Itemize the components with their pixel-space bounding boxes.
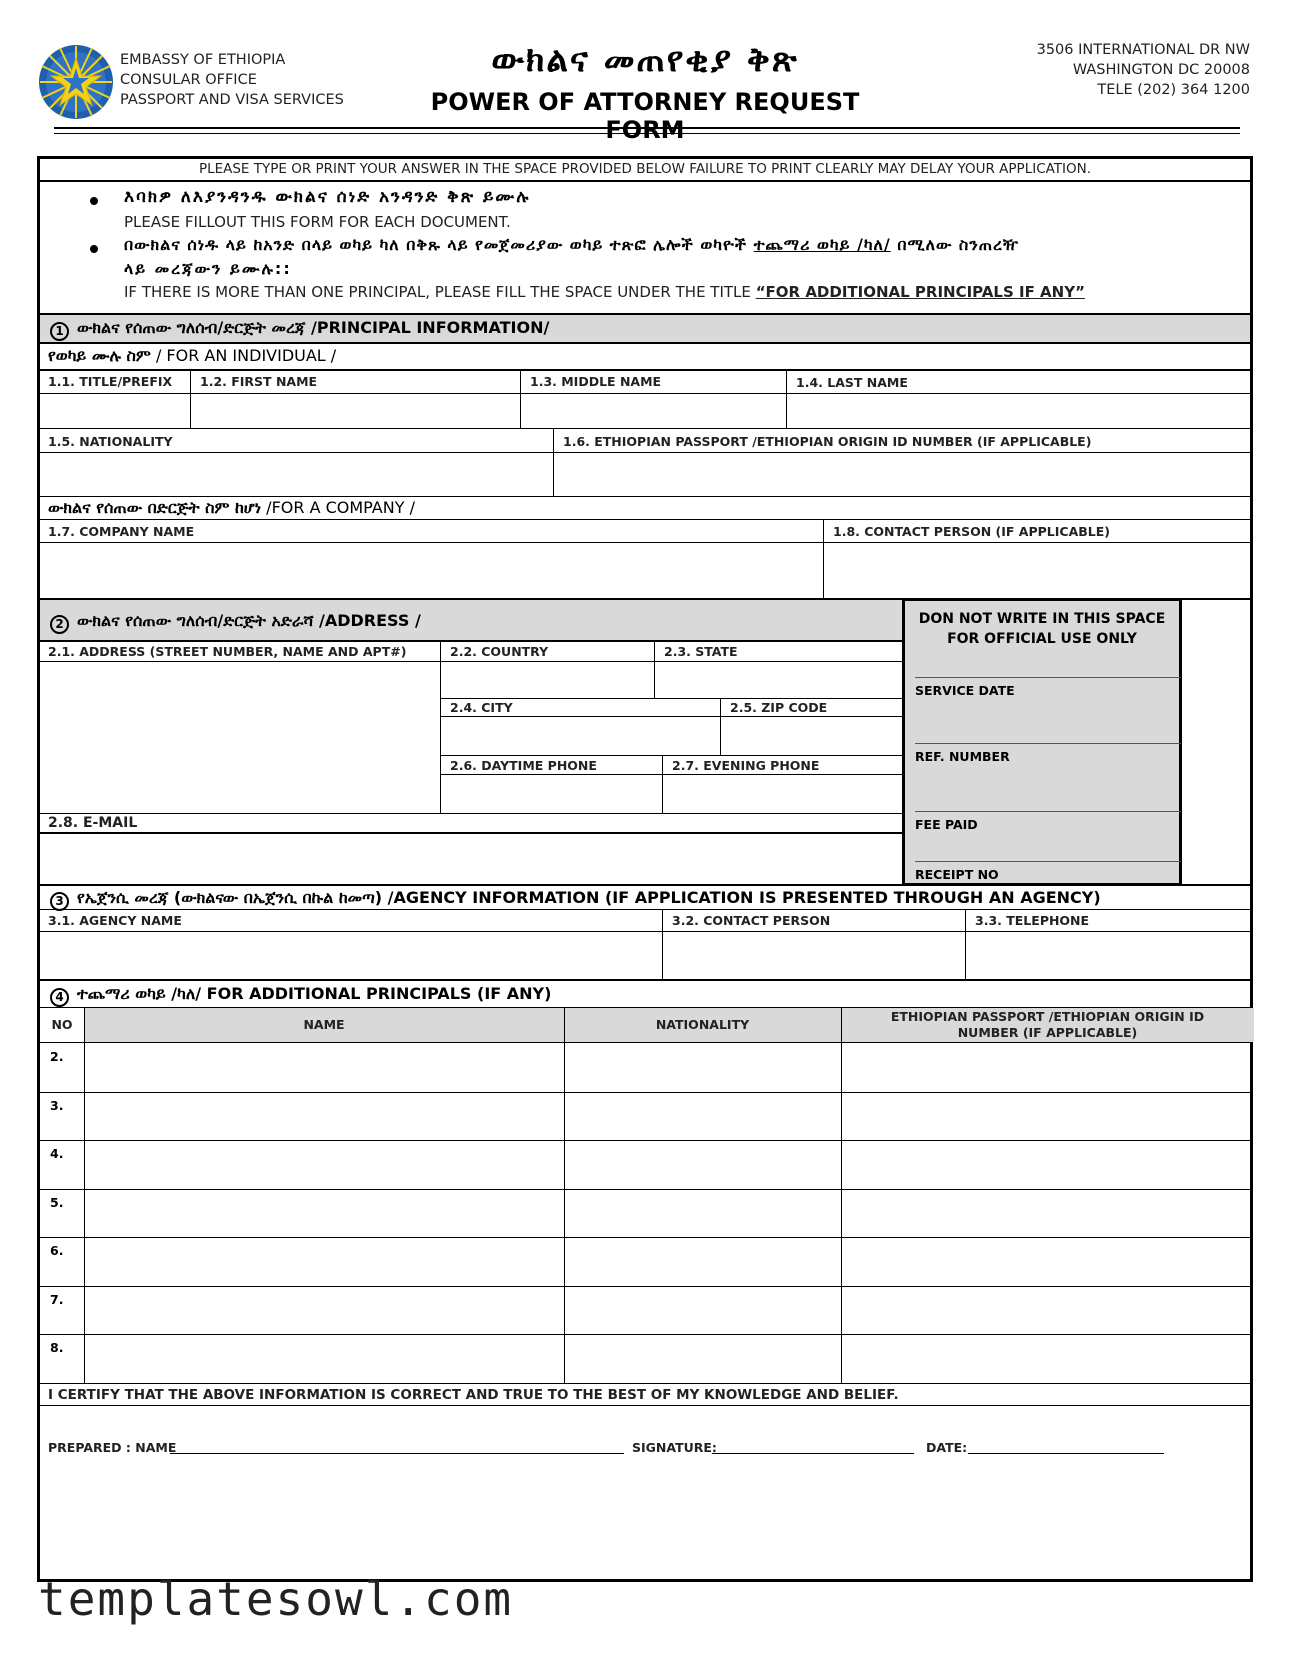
date-field[interactable] — [968, 1443, 1164, 1454]
row-number: 6. — [50, 1243, 64, 1258]
col-passport-header — [841, 1009, 1254, 1041]
signature-label: SIGNATURE: — [632, 1440, 717, 1455]
principal-passport-cell[interactable] — [841, 1043, 1254, 1092]
section-title-amharic: ተጨማሪ ወካይ /ካለ/ — [77, 984, 202, 1003]
embassy-line: CONSULAR OFFICE — [120, 72, 257, 88]
instruction-amharic: እባክዎ ለእያንዳንዱ ውክልና ሰነድ አንዳንድ ቅጽ ይሙሉ — [124, 187, 531, 207]
divider — [190, 369, 191, 428]
divider — [40, 369, 1250, 371]
principal-name-cell[interactable] — [84, 1189, 564, 1238]
form-title-amharic: ውክልና መጠየቂያ ቅጽ — [491, 40, 799, 80]
divider — [40, 813, 902, 814]
section-number: 1 — [50, 322, 69, 341]
agency-contact-label: 3.2. CONTACT PERSON — [672, 913, 831, 928]
section-2-title — [50, 611, 421, 634]
divider — [553, 428, 554, 496]
divider — [84, 1007, 85, 1383]
divider — [40, 640, 902, 642]
state-label: 2.3. STATE — [664, 644, 738, 659]
embassy-line: PASSPORT AND VISA SERVICES — [120, 92, 344, 108]
agency-telephone-label: 3.3. TELEPHONE — [975, 913, 1090, 928]
section-title-amharic: ውክልና የሰጠው ግለሰብ/ድርጅት መረጃ — [77, 318, 306, 337]
address-line: TELE (202) 364 1200 — [1097, 82, 1250, 98]
section-number: 2 — [50, 615, 69, 634]
section-title-amharic: የኤጀንሲ መረጃ (ውክልናው በኤጀንሲ በኩል ከመጣ) — [77, 888, 383, 907]
last-name-label: 1.4. LAST NAME — [796, 375, 908, 390]
row-number: 7. — [50, 1291, 64, 1307]
title-prefix-label: 1.1. TITLE/PREFIX — [48, 374, 173, 389]
instruction-text: በውክልና ሰነዱ ላይ ከአንድ በላይ ወካይ ካለ በቅጹ ላይ የመጀመሪያው ወካይ ተጽፎ ሌሎች ወካዮች — [124, 235, 748, 254]
principal-passport-cell[interactable] — [841, 1237, 1254, 1286]
passport-id-label: 1.6. ETHIOPIAN PASSPORT /ETHIOPIAN ORIGIN ID NUMBER (IF APPLICABLE) — [563, 434, 1092, 449]
section-number: 3 — [50, 892, 69, 911]
official-use-line: FOR OFFICIAL USE ONLY — [947, 631, 1137, 647]
address-line: WASHINGTON DC 20008 — [1072, 62, 1250, 78]
contact-person-label: 1.8. CONTACT PERSON (IF APPLICABLE) — [833, 524, 1111, 539]
principal-passport-cell[interactable] — [841, 1189, 1254, 1238]
divider — [40, 884, 1250, 886]
divider — [520, 369, 521, 428]
divider — [40, 428, 1250, 429]
col-nationality-header: NATIONALITY — [655, 1017, 750, 1032]
subheading-english: / FOR AN INDIVIDUAL / — [155, 346, 337, 365]
principal-name-cell[interactable] — [84, 1140, 564, 1189]
receipt-no-label: RECEIPT NO — [915, 867, 999, 882]
subheading-amharic: ውክልና የሰጠው በድርጅት ስም ከሆነ — [48, 498, 262, 517]
fee-paid-label: FEE PAID — [915, 817, 978, 832]
divider — [564, 1007, 565, 1383]
divider — [654, 640, 655, 698]
principal-name-cell[interactable] — [84, 1043, 564, 1092]
principal-nationality-cell[interactable] — [564, 1140, 841, 1189]
agency-name-label: 3.1. AGENCY NAME — [48, 913, 182, 928]
official-use-heading — [905, 609, 1179, 649]
subheading-amharic: የወካይ ሙሉ ስም — [48, 346, 151, 365]
ethiopian-emblem-icon — [38, 44, 114, 120]
instruction-text: IF THERE IS MORE THAN ONE PRINCIPAL, PLEASE FILL THE SPACE UNDER THE TITLE — [124, 283, 751, 301]
principal-name-cell[interactable] — [84, 1092, 564, 1141]
address-label: 2.1. ADDRESS (STREET NUMBER, NAME AND APT#) — [48, 644, 407, 659]
divider — [662, 755, 663, 813]
evening-phone-label: 2.7. EVENING PHONE — [672, 758, 820, 773]
prepared-name-field[interactable] — [170, 1443, 624, 1454]
middle-name-field[interactable] — [520, 394, 786, 428]
divider — [662, 909, 663, 979]
last-name-field[interactable] — [786, 394, 1254, 428]
bullet-icon — [90, 197, 98, 205]
divider — [440, 698, 902, 699]
divider — [40, 496, 1250, 497]
instruction-emphasis: ተጨማሪ ወካይ /ካለ/ — [753, 235, 891, 254]
section-1-title — [50, 318, 549, 341]
nationality-label: 1.5. NATIONALITY — [48, 434, 173, 449]
table-row — [40, 1140, 1250, 1189]
first-name-field[interactable] — [190, 394, 520, 428]
bullet-icon — [90, 245, 98, 253]
row-number: 2. — [50, 1049, 64, 1064]
principal-passport-cell[interactable] — [841, 1140, 1254, 1189]
email-field[interactable] — [40, 834, 902, 882]
middle-name-label: 1.3. MIDDLE NAME — [530, 374, 662, 389]
official-use-box — [902, 598, 1182, 886]
fee-paid-field[interactable] — [915, 811, 1181, 812]
divider — [841, 1007, 842, 1383]
principal-nationality-cell[interactable] — [564, 1043, 841, 1092]
divider — [786, 369, 787, 428]
divider — [720, 698, 721, 755]
watermark-text: templatesowl.com — [38, 1572, 514, 1626]
service-date-label: SERVICE DATE — [915, 683, 1015, 698]
principal-passport-cell[interactable] — [841, 1092, 1254, 1141]
official-use-line: DON NOT WRITE IN THIS SPACE — [918, 611, 1166, 627]
row-number: 5. — [50, 1194, 64, 1210]
divider — [40, 180, 1250, 182]
divider — [40, 519, 1250, 520]
embassy-address — [1037, 40, 1250, 100]
table-row — [40, 1189, 1250, 1238]
header-rule — [54, 127, 1240, 129]
zip-code-field[interactable] — [720, 717, 902, 755]
company-subheading — [48, 498, 415, 518]
instruction-english: PLEASE FILLOUT THIS FORM FOR EACH DOCUMENT. — [124, 213, 511, 231]
row-number: 8. — [50, 1340, 64, 1355]
principal-name-cell[interactable] — [84, 1286, 564, 1335]
divider — [40, 1405, 1250, 1406]
contact-person-field[interactable] — [823, 543, 1254, 598]
section-number: 4 — [50, 988, 69, 1007]
section-4-title — [50, 984, 551, 1007]
col-name-header: NAME — [303, 1017, 345, 1032]
divider — [823, 519, 824, 598]
signature-field[interactable] — [712, 1443, 914, 1454]
table-row — [40, 1334, 1250, 1383]
form-title: POWER OF ATTORNEY REQUEST FORM — [430, 88, 860, 144]
section-title-english: /ADDRESS / — [319, 611, 421, 630]
state-field[interactable] — [654, 662, 902, 698]
daytime-phone-field[interactable] — [440, 775, 662, 813]
principal-passport-cell[interactable] — [841, 1286, 1254, 1335]
col-header-line: ETHIOPIAN PASSPORT /ETHIOPIAN ORIGIN ID — [890, 1009, 1205, 1024]
section-title-amharic: ውክልና የሰጠው ግለሰብ/ድርጅት አድራሻ — [77, 611, 314, 630]
agency-name-field[interactable] — [40, 932, 662, 979]
embassy-line: EMBASSY OF ETHIOPIA — [120, 52, 286, 68]
agency-contact-field[interactable] — [662, 932, 965, 979]
divider — [40, 342, 1250, 344]
instruction-english — [124, 283, 1085, 301]
divider — [40, 979, 1250, 981]
col-no-header: NO — [51, 1017, 73, 1032]
nationality-field[interactable] — [40, 453, 553, 496]
divider — [965, 909, 966, 979]
agency-telephone-field[interactable] — [965, 932, 1254, 979]
address-field[interactable] — [40, 662, 440, 812]
receipt-no-field[interactable] — [915, 861, 1181, 862]
instruction-amharic — [124, 235, 1019, 255]
col-header-line: NUMBER (IF APPLICABLE) — [957, 1025, 1138, 1040]
table-row — [40, 1092, 1250, 1141]
title-prefix-field[interactable] — [40, 394, 190, 428]
service-date-field[interactable] — [915, 677, 1181, 678]
section-title-english: FOR ADDITIONAL PRINCIPALS (IF ANY) — [206, 984, 552, 1003]
principal-name-cell[interactable] — [84, 1237, 564, 1286]
ref-number-field[interactable] — [915, 743, 1181, 744]
date-label: DATE: — [926, 1440, 968, 1455]
principal-nationality-cell[interactable] — [564, 1334, 841, 1383]
header-rule — [54, 133, 1240, 134]
subheading-english: /FOR A COMPANY / — [266, 498, 415, 517]
embassy-name-block — [120, 50, 344, 110]
instruction-amharic: ላይ መረጃውን ይሙሉ:: — [124, 259, 292, 278]
instruction-text: በሚለው ስንጠረዥ — [897, 235, 1019, 254]
principal-nationality-cell[interactable] — [564, 1286, 841, 1335]
row-number: 4. — [50, 1146, 64, 1161]
divider — [40, 1383, 1250, 1384]
company-name-label: 1.7. COMPANY NAME — [48, 524, 195, 539]
principal-nationality-cell[interactable] — [564, 1237, 841, 1286]
certification-statement: I CERTIFY THAT THE ABOVE INFORMATION IS CORRECT AND TRUE TO THE BEST OF MY KNOWLEDGE AND BELIEF. — [48, 1387, 899, 1403]
principal-name-cell[interactable] — [84, 1334, 564, 1383]
ref-number-label: REF. NUMBER — [915, 749, 1010, 764]
section-3-title — [50, 888, 1101, 911]
country-field[interactable] — [440, 662, 654, 698]
table-row — [40, 1237, 1250, 1286]
instruction-emphasis: “FOR ADDITIONAL PRINCIPALS IF ANY” — [755, 283, 1085, 301]
company-name-field[interactable] — [40, 543, 823, 598]
divider — [40, 909, 1250, 910]
daytime-phone-label: 2.6. DAYTIME PHONE — [450, 758, 597, 773]
passport-id-field[interactable] — [553, 453, 1254, 496]
row-number: 3. — [50, 1097, 64, 1113]
principal-nationality-cell[interactable] — [564, 1092, 841, 1141]
city-field[interactable] — [440, 717, 720, 755]
zip-code-label: 2.5. ZIP CODE — [730, 700, 828, 715]
email-label: 2.8. E-MAIL — [48, 815, 138, 831]
evening-phone-field[interactable] — [662, 775, 902, 813]
section-title-english: /AGENCY INFORMATION (IF APPLICATION IS PRESENTED THROUGH AN AGENCY) — [387, 888, 1101, 907]
principal-passport-cell[interactable] — [841, 1334, 1254, 1383]
print-instruction: PLEASE TYPE OR PRINT YOUR ANSWER IN THE SPACE PROVIDED BELOW FAILURE TO PRINT CLEARLY MAY DELAY YOUR APPLICATION. — [198, 161, 1092, 177]
power-of-attorney-form — [37, 156, 1253, 1582]
first-name-label: 1.2. FIRST NAME — [200, 374, 318, 389]
city-label: 2.4. CITY — [450, 700, 513, 715]
individual-subheading — [48, 346, 336, 366]
divider — [440, 755, 902, 756]
prepared-name-label: PREPARED : NAME — [48, 1440, 177, 1455]
section-title-english: /PRINCIPAL INFORMATION/ — [311, 318, 550, 337]
address-line: 3506 INTERNATIONAL DR NW — [1036, 42, 1250, 58]
form-header — [0, 0, 1290, 144]
table-row — [40, 1043, 1250, 1092]
principal-nationality-cell[interactable] — [564, 1189, 841, 1238]
country-label: 2.2. COUNTRY — [450, 644, 549, 659]
table-row — [40, 1286, 1250, 1335]
